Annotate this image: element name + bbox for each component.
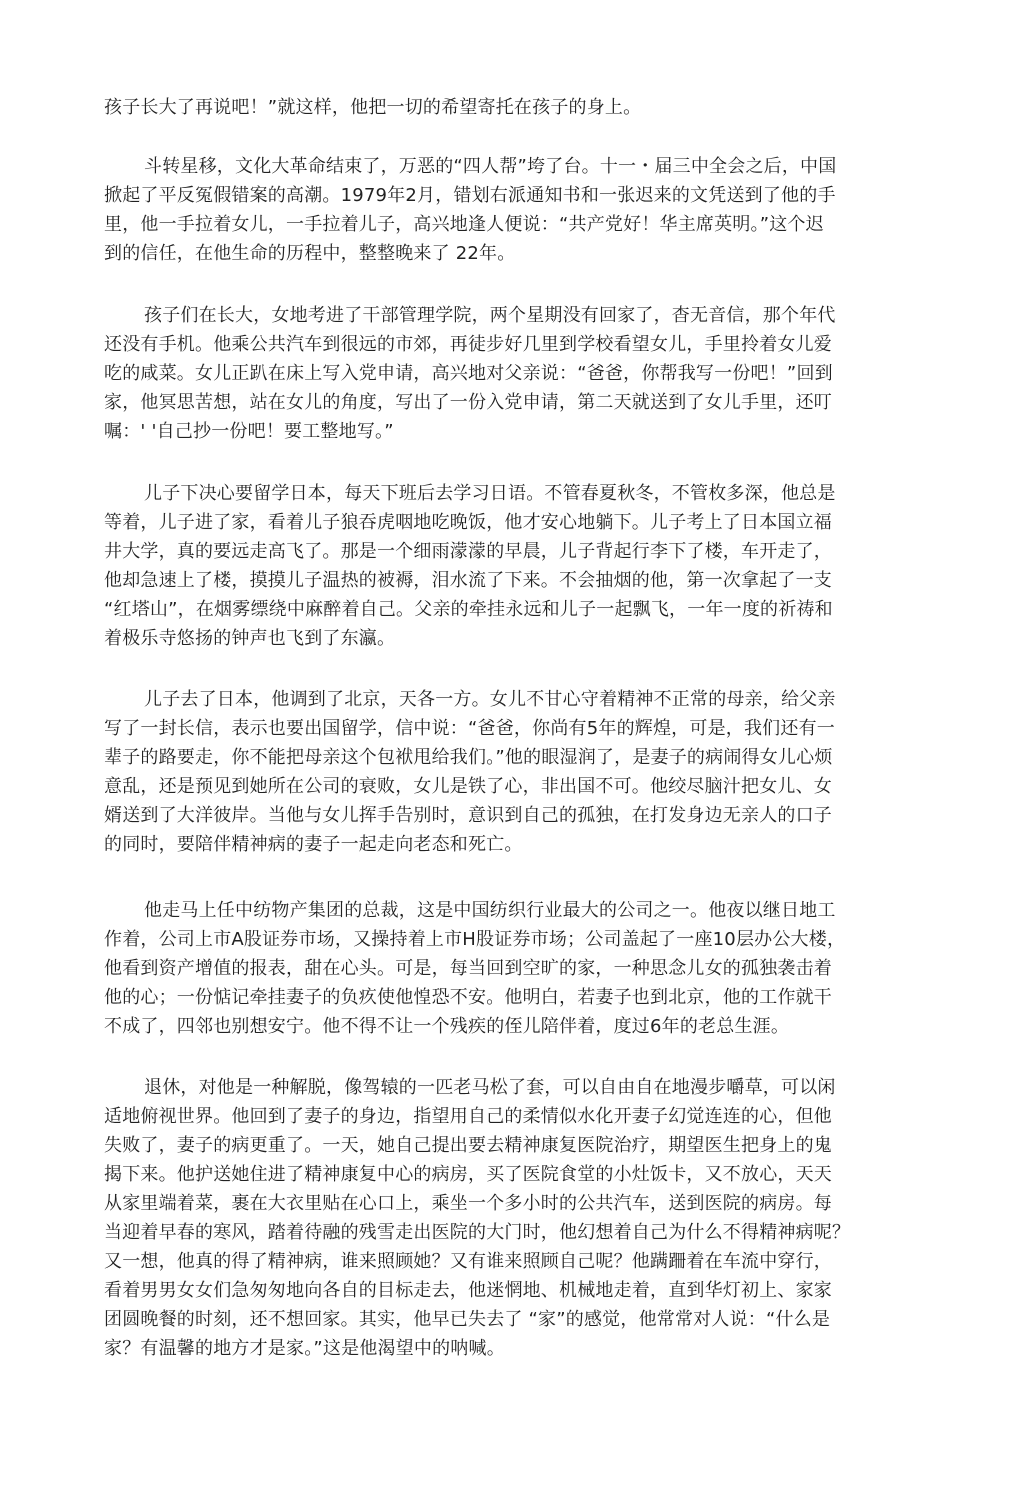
paragraph-2 (104, 152, 836, 268)
text-line: 团圆晚餐的时刻，还不想回家。其实，他早已失去了 “家”的感觉，他常常对人说：“什么是 (104, 1309, 831, 1330)
text-line: 着极乐寺悠扬的钟声也飞到了东瀛。 (104, 628, 396, 649)
text-line: 儿子下决心要留学日本，每天下班后去学习日语。不管春夏秋冬，不管枚多深，他总是 (144, 483, 836, 504)
text-line: 家，他冥思苦想，站在女儿的角度，写出了一份入党申请，第二天就送到了女儿手里，还叮 (104, 392, 832, 413)
text-line: 井大学，真的要远走高飞了。那是一个细雨濛濛的早晨，儿子背起行李下了楼，车开走了， (104, 541, 832, 562)
text-line: “红塔山”，在烟雾缥绕中麻醉着自己。父亲的牵挂永远和儿子一起飘飞，一年一度的祈祷和 (104, 599, 833, 620)
text-line: 掀起了平反冤假错案的高潮。1979年2月，错划右派通知书和一张迟来的文凭送到了他的手 (104, 185, 836, 206)
paragraph-3 (104, 301, 836, 446)
text-line: 看着男男女女们急匆匆地向各自的目标走去，他迷惘地、机械地走着，直到华灯初上、家家 (104, 1280, 832, 1301)
text-line: 的同时，要陪伴精神病的妻子一起走向老态和死亡。 (104, 834, 523, 855)
text-line: 从家里端着菜，裹在大衣里贴在心口上，乘坐一个多小时的公共汽车，送到医院的病房。每 (104, 1193, 832, 1214)
text-line: 儿子去了日本，他调到了北京，天各一方。女儿不甘心守着精神不正常的母亲，给父亲 (144, 689, 836, 710)
paragraph-6 (104, 896, 845, 1041)
text-line: 他看到资产增值的报表，甜在心头。可是，每当回到空旷的家，一种思念儿女的孤独袭击着 (104, 958, 832, 979)
text-line: 嘱：' '自己抄一份吧！要工整地写。” (104, 421, 394, 442)
paragraph-4 (104, 479, 836, 653)
text-line: 婿送到了大洋彼岸。当他与女儿挥手告别时，意识到自己的孤独，在打发身边无亲人的口子 (104, 805, 832, 826)
text-line: 他走马上任中纺物产集团的总裁，这是中国纺织行业最大的公司之一。他夜以继日地工 (144, 900, 836, 921)
text-line: 退休，对他是一种解脱，像驾辕的一匹老马松了套，可以自由自在地漫步嚼草，可以闲 (144, 1077, 836, 1098)
paragraph-1 (104, 93, 641, 122)
text-line: 意乱，还是预见到她所在公司的衰败，女儿是铁了心，非出国不可。他绞尽脑汁把女儿、女 (104, 776, 832, 797)
text-line: 适地俯视世界。他回到了妻子的身边，指望用自己的柔情似水化开妻子幻觉连连的心，但他 (104, 1106, 832, 1127)
text-line: 家？有温馨的地方才是家。”这是他渴望中的呐喊。 (104, 1338, 505, 1359)
text-line: 作着，公司上市A股证券市场，又操持着上市H股证券市场；公司盖起了一座10层办公大楼， (104, 929, 846, 950)
text-line: 辈子的路要走，你不能把母亲这个包袱甩给我们。”他的眼湿润了，是妻子的病闹得女儿心烦 (104, 747, 833, 768)
text-line: 又一想，他真的得了精神病，谁来照顾她？又有谁来照顾自己呢？他蹒跚着在车流中穿行， (104, 1251, 832, 1272)
text-line: 不成了，四邻也别想安宁。他不得不让一个残疾的侄儿陪伴着，度过6年的老总生涯。 (104, 1016, 790, 1037)
text-line: 等着，儿子进了家，看着儿子狼吞虎咽地吃晚饭，他才安心地躺下。儿子考上了日本国立福 (104, 512, 832, 533)
text-line: 到的信任，在他生命的历程中，整整晚来了 22年。 (104, 243, 516, 264)
text-line: 还没有手机。他乘公共汽车到很远的市郊，再徒步好几里到学校看望女儿，手里拎着女儿爱 (104, 334, 832, 355)
text-line: 揭下来。他护送她住进了精神康复中心的病房，买了医院食堂的小灶饭卡，又不放心，天天 (104, 1164, 832, 1185)
text-line: 斗转星移，文化大革命结束了，万恶的“四人帮”垮了台。十一・届三中全会之后，中国 (144, 156, 837, 177)
text-line: 他却急速上了楼，摸摸儿子温热的被褥，泪水流了下来。不会抽烟的他，第一次拿起了一支 (104, 570, 832, 591)
text-line: 写了一封长信，表示也要出国留学，信中说：“爸爸，你尚有5年的辉煌，可是，我们还有一 (104, 718, 835, 739)
paragraph-7 (104, 1073, 850, 1363)
paragraph-5 (104, 685, 836, 859)
text-line: 失败了，妻子的病更重了。一天，她自己提出要去精神康复医院治疗，期望医生把身上的鬼 (104, 1135, 832, 1156)
text-line: 孩子们在长大，女地考进了干部管理学院，两个星期没有回家了，杳无音信，那个年代 (144, 305, 836, 326)
text-line: 里，他一手拉着女儿，一手拉着儿子，高兴地逢人便说：“共产党好！华主席英明。”这个迟 (104, 214, 824, 235)
text-line: 吃的咸菜。女儿正趴在床上写入党申请，高兴地对父亲说：“爸爸，你帮我写一份吧！”回到 (104, 363, 833, 384)
text-line: 当迎着早春的寒风，踏着待融的残雪走出医院的大门时，他幻想着自己为什么不得精神病呢？ (104, 1222, 851, 1243)
text-line: 他的心；一份惦记牵挂妻子的负疚使他惶恐不安。他明白，若妻子也到北京，他的工作就干 (104, 987, 832, 1008)
text-line: 孩子长大了再说吧！”就这样，他把一切的希望寄托在孩子的身上。 (104, 97, 642, 118)
